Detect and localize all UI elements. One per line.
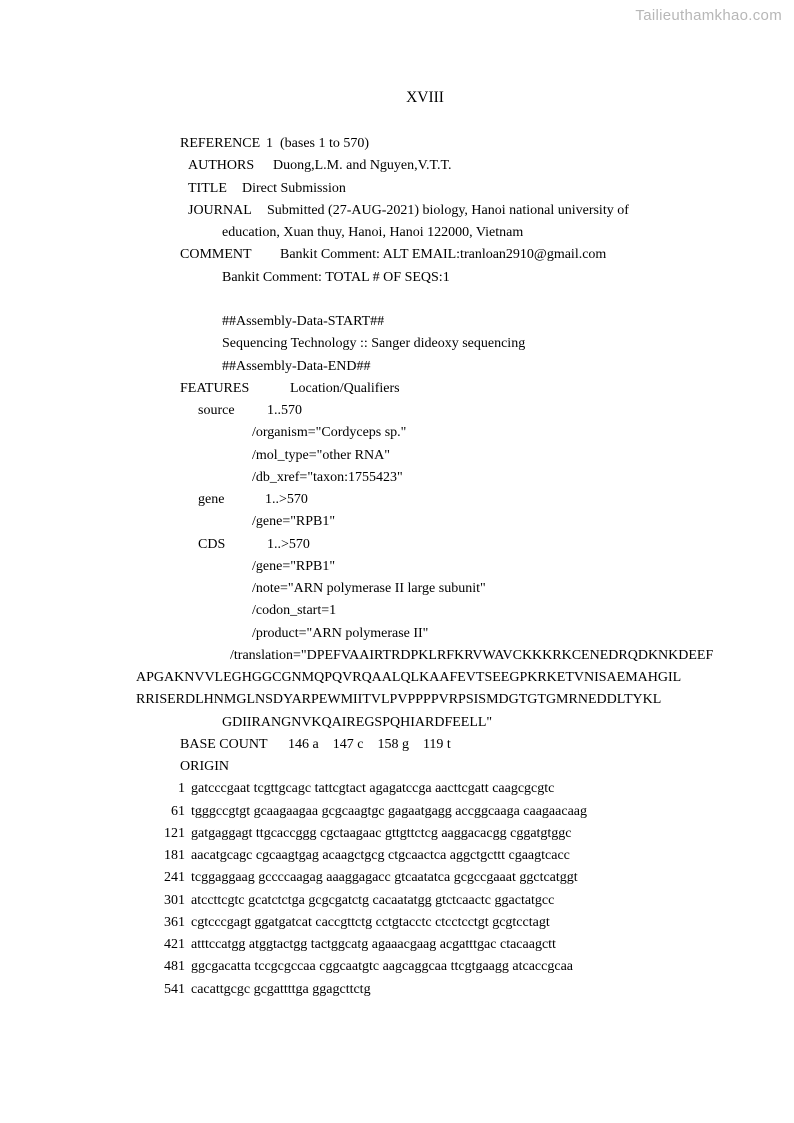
comment-line (0, 244, 794, 266)
keyword-label: AUTHORS (188, 158, 255, 174)
sequence-position: 1 (178, 781, 185, 797)
cds-feature-line (0, 534, 794, 556)
source-qualifier-line (0, 445, 794, 467)
translation-line (0, 712, 794, 734)
genbank-record (0, 133, 794, 1001)
sequence-line (0, 912, 794, 934)
source-qualifier-line (0, 422, 794, 444)
field-value: ##Assembly-Data-START## (222, 314, 385, 329)
sequence-bases: ggcgacatta tccgcgccaa cggcaatgtc aagcaggcaa ttcgtgaagg atcaccgcaa (191, 959, 573, 975)
feature-location: 1..>570 (265, 492, 308, 507)
sequence-bases: gatcccgaat tcgttgcagc tattcgtact agagatccga aacttcgatt caagcgcgtc (191, 781, 555, 797)
sequence-position: 121 (164, 825, 185, 841)
title-line (0, 178, 794, 200)
field-value: Location/Qualifiers (290, 380, 400, 396)
keyword-label: REFERENCE (180, 136, 261, 151)
gene-feature-line (0, 489, 794, 511)
comment-continuation-line (0, 267, 794, 289)
sequence-line (0, 934, 794, 956)
sequence-line (0, 778, 794, 800)
qualifier-value: /gene="RPB1" (252, 514, 336, 530)
field-value: Sequencing Technology :: Sanger dideoxy sequencing (222, 336, 526, 352)
sequence-bases: tgggccgtgt gcaagaagaa gcgcaagtgc gagaatgagg accggcaaga caagaacaag (191, 803, 588, 819)
assembly-start-line (0, 311, 794, 333)
sequence-bases: gatgaggagt ttgcaccggg cgctaagaac gttgttctcg aaggacacgg cggatgtggc (191, 825, 572, 841)
base-count-value: 147 c (332, 736, 364, 752)
sequence-bases: tcggaggaag gccccaagag aaaggagacc gtcaatatca gcgccgaaat ggctcatggt (191, 870, 578, 886)
translation-text: RRISERDLHNMGLNSDYARPEWMIITVLPVPPPPVRPSISMDGTGTGMRNEDDLTYKL (136, 692, 662, 708)
sequence-line (0, 845, 794, 867)
translation-line (0, 689, 794, 711)
sequence-bases: cgtcccgagt ggatgatcat caccgttctg cctgtacctc ctcctcctgt gcgtcctagt (191, 914, 550, 930)
qualifier-value: /organism="Cordyceps sp." (252, 425, 407, 441)
field-value: education, Xuan thuy, Hanoi, Hanoi 122000, Vietnam (222, 225, 524, 240)
sequence-position: 421 (164, 937, 185, 952)
base-count-value: 119 t (422, 736, 451, 752)
field-value: Bankit Comment: ALT EMAIL:tranloan2910@gmail.com (280, 247, 607, 263)
qualifier-value: /db_xref="taxon:1755423" (252, 469, 403, 485)
cds-qualifier-line (0, 600, 794, 622)
sequence-line (0, 979, 794, 1001)
keyword-label: source (198, 403, 235, 418)
field-value: 1 (bases 1 to 570) (266, 136, 370, 151)
source-feature-line (0, 400, 794, 422)
base-count-value: 158 g (377, 736, 409, 752)
sequence-line (0, 823, 794, 845)
qualifier-value: /codon_start=1 (252, 603, 337, 619)
field-value: Bankit Comment: TOTAL # OF SEQS:1 (222, 269, 450, 285)
sequence-position: 301 (164, 892, 185, 908)
keyword-label: BASE COUNT (180, 736, 268, 752)
qualifier-value: /note="ARN polymerase II large subunit" (252, 581, 486, 596)
keyword-label: COMMENT (180, 247, 252, 263)
field-value: ##Assembly-Data-END## (222, 358, 371, 374)
origin-line (0, 756, 794, 778)
sequence-bases: atttccatgg atggtactgg tactggcatg agaaacgaag acgatttgac ctacaagctt (191, 937, 556, 952)
field-value: Submitted (27-AUG-2021) biology, Hanoi national university of (267, 202, 629, 218)
sequence-position: 481 (164, 959, 185, 975)
field-value: Direct Submission (242, 180, 346, 196)
journal-continuation-line (0, 222, 794, 244)
sequence-line (0, 956, 794, 978)
sequencing-technology-line (0, 333, 794, 355)
page-title: XVIII (406, 89, 444, 106)
qualifier-value: /gene="RPB1" (252, 558, 336, 574)
translation-text: /translation="DPEFVAAIRTRDPKLRFKRVWAVCKKKRKCENEDRQDKNKDEEF (230, 647, 714, 663)
authors-line (0, 155, 794, 177)
base-count-line (0, 734, 794, 756)
cds-qualifier-line (0, 623, 794, 645)
reference-line (0, 133, 794, 155)
translation-line (0, 667, 794, 689)
sequence-position: 61 (171, 803, 185, 819)
feature-location: 1..570 (267, 403, 302, 418)
translation-text: GDIIRANGNVKQAIREGSPQHIARDFEELL" (222, 714, 493, 730)
sequence-position: 241 (164, 870, 185, 886)
sequence-line (0, 801, 794, 823)
sequence-bases: cacattgcgc gcgattttga ggagcttctg (191, 981, 371, 997)
keyword-label: FEATURES (180, 380, 250, 396)
keyword-label: TITLE (188, 180, 227, 196)
gene-qualifier-line (0, 511, 794, 533)
sequence-position: 361 (164, 914, 185, 930)
sequence-position: 181 (164, 848, 185, 863)
keyword-label: ORIGIN (180, 759, 229, 774)
translation-text: APGAKNVVLEGHGGCGNMQPQVRQAALQLKAAFEVTSEEGPKRKETVNISAEMAHGIL (136, 670, 682, 685)
keyword-label: JOURNAL (188, 202, 252, 218)
journal-line (0, 200, 794, 222)
base-count-value: 146 a (288, 736, 319, 752)
blank-line (0, 289, 794, 311)
keyword-label: CDS (198, 536, 226, 552)
translation-line (0, 645, 794, 667)
features-header-line (0, 378, 794, 400)
sequence-line (0, 867, 794, 889)
qualifier-value: /mol_type="other RNA" (252, 447, 390, 463)
qualifier-value: /product="ARN polymerase II" (252, 625, 429, 641)
watermark-text: Tailieuthamkhao.com (635, 7, 782, 24)
sequence-position: 541 (164, 981, 185, 997)
keyword-label: gene (198, 492, 225, 507)
cds-qualifier-line (0, 556, 794, 578)
cds-qualifier-line (0, 578, 794, 600)
sequence-bases: aacatgcagc cgcaagtgag acaagctgcg ctgcaactca aggctgcttt cgaagtcacc (191, 848, 570, 863)
field-value: Duong,L.M. and Nguyen,V.T.T. (273, 158, 452, 174)
sequence-line (0, 890, 794, 912)
sequence-bases: atccttcgtc gcatctctga gcgcgatctg cacaatatgg gtctcaactc ggactatgcc (191, 892, 555, 908)
source-qualifier-line (0, 467, 794, 489)
assembly-end-line (0, 356, 794, 378)
feature-location: 1..>570 (267, 536, 310, 552)
